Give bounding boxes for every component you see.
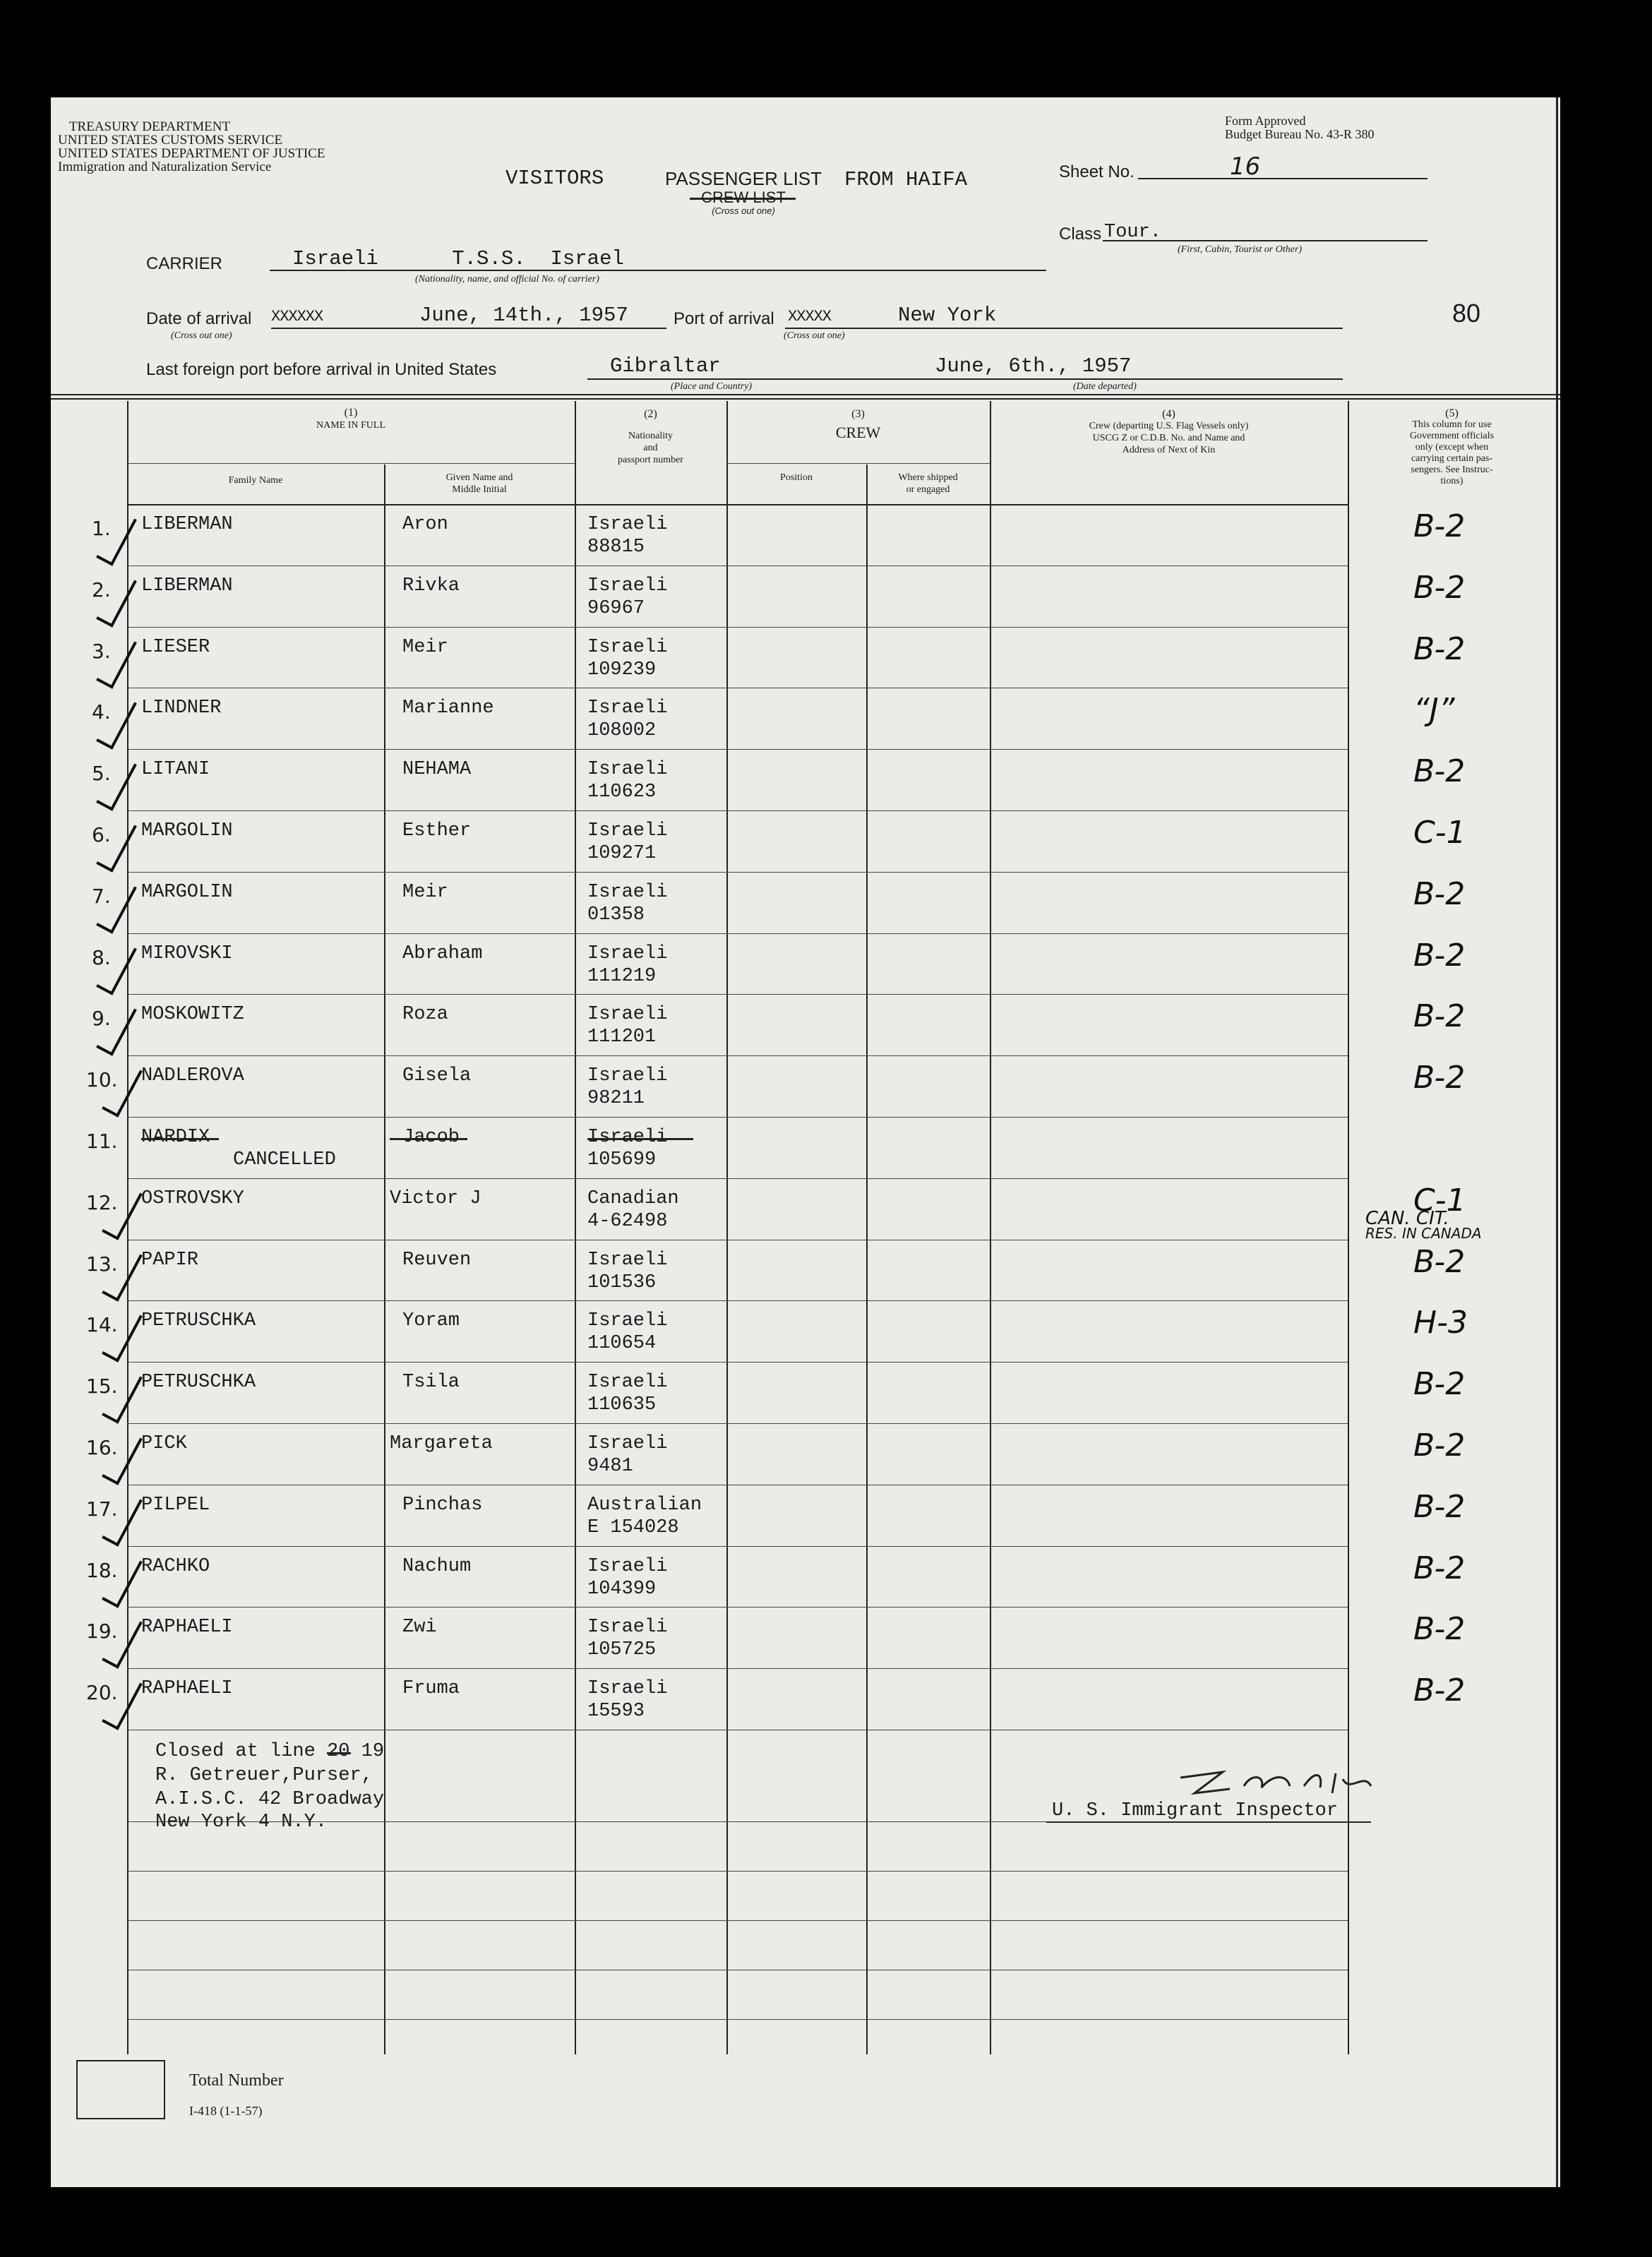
family-name: RAPHAELI [141, 1678, 233, 1700]
visa-note-2: RES. IN CANADA [1365, 1224, 1482, 1242]
passport-number: 109271 [587, 843, 657, 864]
cross-out-caption: (Cross out one) [712, 205, 775, 216]
departed-underline [923, 378, 1343, 380]
where-shipped-line1: Where shipped [898, 472, 958, 483]
manifest-sheet [51, 97, 1560, 2187]
passport-number: 104399 [587, 1578, 657, 1600]
closed-struck-number: 20 [327, 1741, 350, 1762]
visa-class: B-2 [1413, 1488, 1466, 1525]
family-name: LIBERMAN [141, 514, 233, 535]
total-number-box [76, 2060, 165, 2119]
col3-number: (3) [851, 408, 865, 420]
row-number: 8. [92, 945, 111, 969]
given-name: Nachum [402, 1555, 472, 1577]
last-port-underline [587, 378, 940, 380]
budget-bureau-text: Budget Bureau No. 43-R 380 [1225, 127, 1375, 141]
where-shipped-line2: or engaged [906, 484, 950, 495]
date-of-arrival-value: June, 14th., 1957 [419, 304, 628, 327]
passport-number: E 154028 [587, 1516, 679, 1538]
total-number-label: Total Number [189, 2071, 284, 2090]
col-name-nationality-divider [575, 401, 576, 2054]
col1-number: (1) [344, 407, 358, 419]
col5-line6: tions) [1440, 476, 1464, 486]
family-name: RAPHAELI [141, 1617, 233, 1639]
crew-list-title: CREW LIST [701, 188, 786, 206]
family-name: MARGOLIN [141, 820, 233, 842]
closed-at-line [155, 1741, 384, 1762]
col2-line3: passport number [618, 455, 683, 465]
nationality: Israeli [587, 575, 668, 597]
passport-number: 111201 [587, 1026, 657, 1048]
passport-number: 9481 [587, 1456, 633, 1477]
row-number: 12. [86, 1190, 118, 1214]
col-nationality-crew-divider [726, 401, 728, 2054]
given-name-header [384, 472, 575, 496]
row-rule [127, 810, 1348, 811]
family-name: PETRUSCHKA [141, 1310, 256, 1332]
nationality: Israeli [587, 636, 668, 658]
col5-line3: only (except when [1415, 442, 1489, 453]
row-rule [127, 1300, 1348, 1301]
visa-class: B-2 [1413, 1611, 1466, 1648]
purser-address-1: A.I.S.C. 42 Broadway [155, 1789, 385, 1810]
given-name: Meir [402, 636, 448, 658]
port-struck-text: XXXXX [788, 308, 832, 325]
passport-number: 88815 [587, 537, 645, 558]
row-rule [127, 627, 1348, 628]
family-name: LITANI [141, 759, 210, 781]
row-number: 16. [86, 1436, 118, 1459]
row-rule [127, 1423, 1348, 1424]
visa-class: C-1 [1413, 1182, 1466, 1219]
strikeout-line [141, 1138, 219, 1140]
given-name: Zwi [402, 1617, 437, 1639]
visa-class: C-1 [1413, 815, 1466, 851]
list-title [662, 168, 825, 216]
family-name: PICK [141, 1433, 187, 1454]
last-port-label: Last foreign port before arrival in United States [146, 360, 497, 379]
row-number: 5. [92, 762, 111, 786]
from-haifa-label: FROM HAIFA [844, 168, 968, 191]
visa-class: B-2 [1413, 937, 1466, 974]
row-rule [127, 1055, 1348, 1056]
passenger-list-title: PASSENGER LIST [664, 168, 822, 189]
place-caption: (Place and Country) [671, 381, 753, 392]
nationality: Israeli [587, 820, 668, 842]
col5-line1: This column for use [1412, 419, 1492, 430]
given-name: Jacob [402, 1127, 460, 1148]
col4-number: (4) [1162, 408, 1175, 420]
passport-number: 01358 [587, 904, 645, 926]
nationality: Canadian [587, 1187, 679, 1209]
inspector-label: U. S. Immigrant Inspector [1052, 1800, 1339, 1821]
cancelled-note: CANCELLED [233, 1149, 336, 1171]
row-rule [127, 1178, 1348, 1179]
family-name: NARDIX [141, 1127, 210, 1148]
visa-class: B-2 [1413, 1366, 1466, 1403]
dept-line-3: UNITED STATES DEPARTMENT OF JUSTICE [58, 146, 325, 161]
col5-header [1348, 408, 1556, 487]
visa-class: B-2 [1413, 1427, 1466, 1463]
col5-line4: carrying certain pas- [1411, 453, 1493, 464]
row-number: 4. [92, 700, 111, 724]
given-name: Reuven [402, 1249, 472, 1271]
given-name: Aron [402, 514, 448, 535]
passport-number: 105725 [587, 1639, 657, 1661]
row-rule [127, 933, 1348, 934]
visa-class: B-2 [1413, 1550, 1466, 1586]
carrier-value: Israeli T.S.S. Israel [292, 247, 624, 270]
family-name: LIBERMAN [141, 575, 233, 597]
given-name: Margareta [390, 1433, 493, 1454]
dept-line-1: TREASURY DEPARTMENT [68, 119, 231, 134]
row-number: 14. [86, 1313, 118, 1337]
carrier-caption: (Nationality, name, and official No. of carrier) [415, 274, 599, 285]
page-number: 80 [1452, 299, 1481, 328]
col2-line1: Nationality [628, 431, 673, 441]
table-top-rule-2 [51, 398, 1560, 400]
row-number: 17. [86, 1497, 118, 1521]
visa-class: “J” [1413, 692, 1455, 729]
nationality: Israeli [587, 1310, 668, 1332]
form-approval [1225, 114, 1374, 141]
port-underline [785, 328, 1343, 329]
closed-value: 19 [361, 1741, 385, 1762]
departed-value: June, 6th., 1957 [935, 354, 1132, 378]
given-name-header-line2: Middle Initial [452, 484, 507, 495]
given-name: Esther [402, 820, 472, 842]
nationality: Israeli [587, 1127, 668, 1148]
row-number: 10. [86, 1068, 118, 1092]
strikeout-line [587, 1138, 693, 1140]
nationality: Israeli [587, 1249, 668, 1271]
strikeout-line [390, 1138, 467, 1140]
purser-name: R. Getreuer,Purser, [155, 1765, 373, 1786]
given-name: Abraham [402, 942, 483, 964]
passport-number: 110623 [587, 782, 657, 803]
port-cross-out-caption: (Cross out one) [784, 330, 845, 341]
visa-class: B-2 [1413, 875, 1466, 912]
visa-class: H-3 [1413, 1305, 1468, 1341]
row-rule [127, 994, 1348, 995]
family-name: OSTROVSKY [141, 1187, 244, 1209]
row-number: 13. [86, 1252, 118, 1276]
closed-label: Closed at line [155, 1741, 316, 1762]
last-port-value: Gibraltar [610, 354, 721, 378]
date-struck-text: XXXXXX [271, 308, 323, 325]
given-name: Roza [402, 1004, 448, 1026]
dept-line-4: Immigration and Naturalization Service [58, 160, 272, 174]
nationality: Israeli [587, 1555, 668, 1577]
date-cross-out-caption: (Cross out one) [171, 330, 232, 341]
nationality: Israeli [587, 759, 668, 781]
given-name: Tsila [402, 1372, 460, 1394]
row-number: 15. [86, 1375, 118, 1399]
blank-row-rule [127, 1871, 1348, 1872]
visitors-label: VISITORS [505, 167, 604, 190]
passport-number: 98211 [587, 1088, 645, 1110]
class-underline [1103, 240, 1427, 241]
col5-line2: Government officials [1409, 431, 1495, 441]
nationality: Israeli [587, 1065, 668, 1087]
departed-caption: (Date departed) [1073, 381, 1137, 392]
col-crew-nextofkin-divider [990, 401, 991, 2054]
given-name: Pinchas [402, 1494, 483, 1516]
family-name: MIROVSKI [141, 942, 233, 964]
passport-number: 110654 [587, 1333, 657, 1355]
sheet-label: Sheet No. [1059, 162, 1135, 181]
visa-class: B-2 [1413, 630, 1466, 667]
blank-row-rule [127, 2019, 1348, 2020]
col3-header [726, 408, 990, 439]
row-rule [127, 1117, 1348, 1118]
nationality: Israeli [587, 698, 668, 719]
row-rule [127, 1668, 1348, 1669]
nationality: Australian [587, 1494, 702, 1516]
given-name: NEHAMA [402, 759, 472, 781]
carrier-underline [270, 270, 1046, 271]
row-number: 7. [92, 884, 111, 908]
sheet-number: 16 [1230, 152, 1261, 181]
port-of-arrival-value: New York [898, 304, 997, 327]
passport-number: 15593 [587, 1701, 645, 1723]
family-name: PILPEL [141, 1494, 210, 1516]
nationality: Israeli [587, 942, 668, 964]
col4-line3: Address of Next of Kin [1122, 445, 1216, 455]
col4-line2: USCG Z or C.D.B. No. and Name and [1092, 433, 1245, 443]
row-rule [127, 565, 1348, 566]
passport-number: 4-62498 [587, 1210, 668, 1232]
row-number: 9. [92, 1007, 111, 1031]
visa-class: B-2 [1413, 1060, 1466, 1096]
form-number: I-418 (1-1-57) [189, 2104, 263, 2118]
family-name: LIESER [141, 636, 210, 658]
row-number: 2. [92, 577, 111, 601]
row-number: 3. [92, 639, 111, 663]
col-family-given-divider [384, 465, 385, 2054]
passport-number: 96967 [587, 597, 645, 619]
position-header: Position [780, 472, 813, 483]
col2-number: (2) [644, 408, 657, 420]
class-label: Class [1059, 224, 1102, 244]
class-caption: (First, Cabin, Tourist or Other) [1178, 244, 1303, 255]
visa-class: B-2 [1413, 753, 1466, 790]
form-approved-text: Form Approved [1225, 114, 1306, 128]
inspector-underline [1046, 1821, 1371, 1823]
date-underline [271, 328, 666, 329]
family-name: PAPIR [141, 1249, 199, 1271]
col4-line1: Crew (departing U.S. Flag Vessels only) [1089, 421, 1249, 431]
nationality: Israeli [587, 1433, 668, 1454]
row-number: 11. [86, 1130, 118, 1153]
department-heading [58, 119, 325, 174]
col1-header [127, 407, 575, 432]
row-rule [127, 1607, 1348, 1608]
row-number: 19. [86, 1620, 118, 1644]
row-number: 1. [92, 517, 111, 540]
family-name: MOSKOWITZ [141, 1004, 244, 1026]
blank-row-rule [127, 1920, 1348, 1921]
visa-class: B-2 [1413, 998, 1466, 1035]
family-name: PETRUSCHKA [141, 1372, 256, 1394]
dept-line-2: UNITED STATES CUSTOMS SERVICE [58, 133, 283, 148]
sheet-underline [1138, 178, 1427, 179]
col4-header [990, 408, 1348, 456]
port-of-arrival-label: Port of arrival [674, 309, 774, 328]
name-subheader-rule [127, 463, 575, 464]
visa-class: B-2 [1413, 1672, 1466, 1709]
given-name: Fruma [402, 1678, 460, 1700]
header-bottom-rule [127, 504, 1348, 505]
visa-class: B-2 [1413, 1243, 1466, 1280]
nationality: Israeli [587, 1004, 668, 1026]
purser-address-2: New York 4 N.Y. [155, 1812, 328, 1833]
row-rule [127, 1362, 1348, 1363]
given-name: Marianne [402, 698, 494, 719]
family-name-header: Family Name [228, 475, 283, 486]
passport-number: 109239 [587, 659, 657, 681]
col3-title: CREW [835, 424, 881, 441]
given-name: Rivka [402, 575, 460, 597]
row-rule [127, 749, 1348, 750]
passport-number: 105699 [587, 1149, 657, 1171]
visa-class: B-2 [1413, 569, 1466, 606]
nationality: Israeli [587, 1678, 668, 1700]
family-name: RACHKO [141, 1555, 210, 1577]
row-number: 20. [86, 1681, 118, 1705]
visa-class: B-2 [1413, 508, 1466, 544]
given-name: Meir [402, 881, 448, 903]
crew-list-strikeout [690, 198, 796, 200]
page-right-border [1556, 97, 1558, 2187]
given-name-header-line1: Given Name and [445, 472, 513, 483]
nationality: Israeli [587, 1617, 668, 1639]
nationality: Israeli [587, 881, 668, 903]
row-number: 6. [92, 823, 111, 846]
col2-header [575, 408, 726, 466]
row-rule [127, 872, 1348, 873]
class-value: Tour. [1104, 222, 1162, 243]
nationality: Israeli [587, 514, 668, 535]
where-shipped-header [866, 472, 990, 496]
col5-number: (5) [1445, 407, 1459, 419]
family-name: NADLEROVA [141, 1065, 244, 1087]
crew-subheader-rule [726, 463, 990, 464]
passport-number: 101536 [587, 1271, 657, 1293]
col-position-where-divider [866, 465, 868, 2054]
family-name: MARGOLIN [141, 881, 233, 903]
passport-number: 108002 [587, 720, 657, 742]
given-name: Gisela [402, 1065, 472, 1087]
col1-title: NAME IN FULL [316, 420, 385, 431]
passport-number: 110635 [587, 1394, 657, 1416]
row-rule [127, 1546, 1348, 1547]
visa-note-1: CAN. CIT. [1365, 1207, 1449, 1229]
carrier-label: CARRIER [146, 254, 223, 273]
col2-line2: and [643, 443, 658, 453]
col5-line5: sengers. See Instruc- [1411, 465, 1493, 475]
table-top-rule [51, 394, 1560, 395]
nationality: Israeli [587, 1372, 668, 1394]
family-name: LINDNER [141, 698, 222, 719]
given-name: Victor J [390, 1187, 481, 1209]
row-number: 18. [86, 1558, 118, 1582]
given-name: Yoram [402, 1310, 460, 1332]
passport-number: 111219 [587, 965, 657, 987]
date-of-arrival-label: Date of arrival [146, 309, 252, 328]
